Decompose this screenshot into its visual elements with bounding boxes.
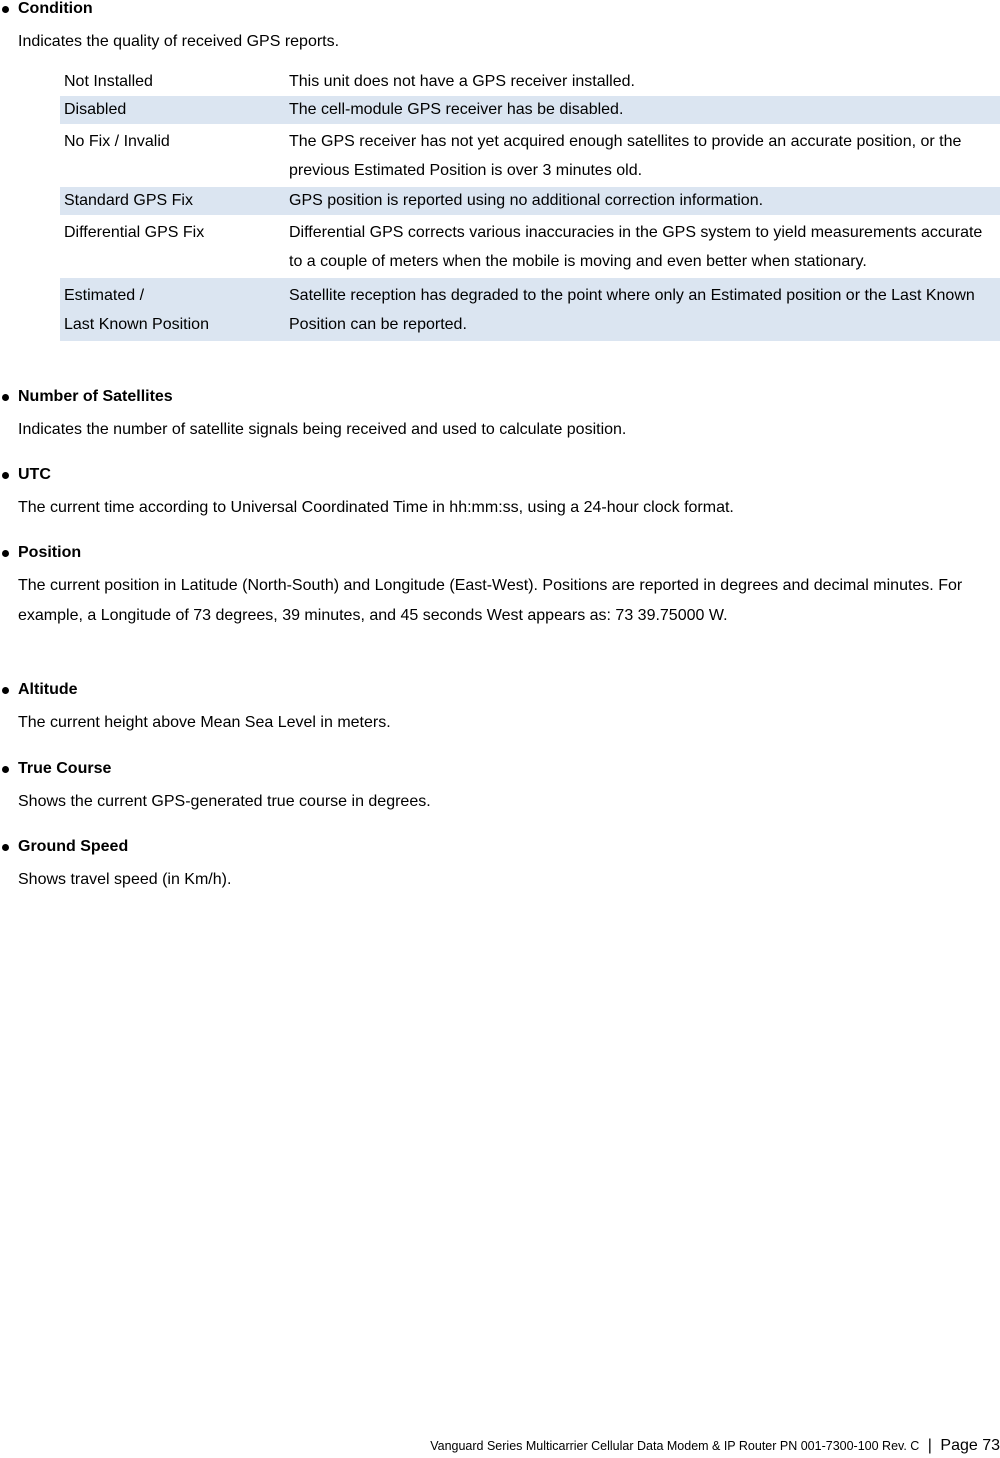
condition-term: Differential GPS Fix	[64, 224, 205, 241]
condition-definition: This unit does not have a GPS receiver installed.	[289, 73, 635, 90]
position-item	[0, 544, 1000, 630]
utc-item	[0, 466, 1000, 523]
position-description: The current position in Latitude (North-South) and Longitude (East-West). Positions are reported in degrees and decimal minutes. For example, a Longitude of 73 degrees, 39 minutes, and 45 seconds West appears as: 73 39.75000 W.	[18, 577, 963, 624]
condition-title: Condition	[18, 0, 93, 17]
speed-item	[0, 838, 1000, 895]
condition-term	[60, 278, 285, 341]
satellites-title: Number of Satellites	[18, 388, 173, 405]
bullet-icon	[2, 472, 9, 479]
satellites-item	[0, 388, 1000, 445]
table-row	[60, 187, 1000, 215]
condition-definition: The cell-module GPS receiver has be disabled.	[285, 96, 1000, 124]
footer-document-title: Vanguard Series Multicarrier Cellular Data Modem & IP Router PN 001-7300-100 Rev. C	[430, 1439, 920, 1453]
condition-term: Disabled	[60, 96, 285, 124]
course-title: True Course	[18, 760, 112, 777]
utc-title: UTC	[18, 466, 51, 483]
condition-term-line: Last Known Position	[64, 316, 209, 333]
altitude-item	[0, 681, 1000, 738]
condition-term: Not Installed	[64, 73, 153, 90]
table-row	[60, 96, 1000, 124]
bullet-icon	[2, 394, 9, 401]
table-row	[60, 124, 1000, 187]
course-item	[0, 760, 1000, 817]
table-row	[60, 68, 1000, 96]
condition-term: No Fix / Invalid	[64, 133, 170, 150]
altitude-description: The current height above Mean Sea Level in meters.	[18, 714, 391, 731]
condition-item	[0, 0, 1000, 57]
speed-title: Ground Speed	[18, 838, 129, 855]
footer-separator: |	[927, 1437, 932, 1454]
page-footer	[0, 1437, 1000, 1455]
bullet-icon	[2, 550, 9, 557]
position-title: Position	[18, 544, 82, 561]
bullet-icon	[2, 766, 9, 773]
satellites-description: Indicates the number of satellite signals being received and used to calculate position.	[18, 421, 627, 438]
condition-term-line: Estimated /	[64, 287, 145, 304]
altitude-title: Altitude	[18, 681, 78, 698]
bullet-icon	[2, 6, 9, 13]
bullet-icon	[2, 687, 9, 694]
condition-definition: The GPS receiver has not yet acquired enough satellites to provide an accurate position, or the previous Estimated Position is over 3 minutes old.	[289, 133, 962, 179]
condition-definition: GPS position is reported using no additional correction information.	[285, 187, 1000, 215]
condition-definition: Satellite reception has degraded to the point where only an Estimated position or the Last Known Position can be reported.	[285, 278, 1000, 341]
footer-page-number: Page 73	[940, 1437, 1000, 1454]
condition-term: Standard GPS Fix	[60, 187, 285, 215]
utc-description: The current time according to Universal Coordinated Time in hh:mm:ss, using a 24-hour clock format.	[18, 499, 734, 516]
table-row	[60, 278, 1000, 341]
bullet-icon	[2, 844, 9, 851]
condition-definition: Differential GPS corrects various inaccuracies in the GPS system to yield measurements accurate to a couple of meters when the mobile is moving and even better when stationary.	[289, 224, 983, 270]
speed-description: Shows travel speed (in Km/h).	[18, 871, 232, 888]
condition-description: Indicates the quality of received GPS reports.	[18, 33, 340, 50]
table-row	[60, 215, 1000, 278]
condition-table	[60, 68, 1000, 341]
course-description: Shows the current GPS-generated true course in degrees.	[18, 793, 431, 810]
